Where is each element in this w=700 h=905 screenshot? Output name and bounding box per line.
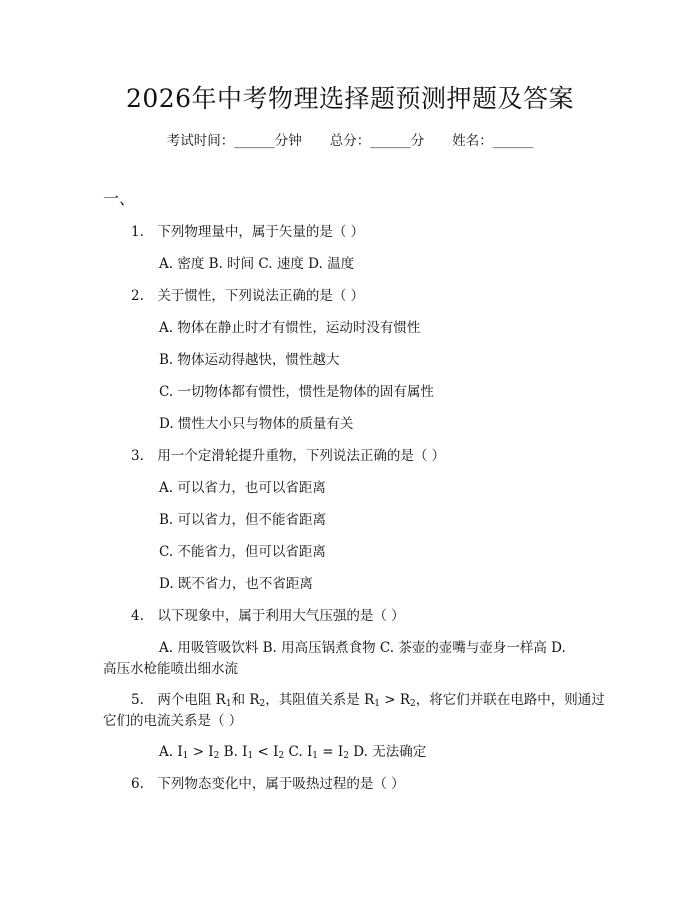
question-3-option-c: C. 不能省力，但可以省距离	[159, 544, 326, 560]
question-3-option-d: D. 既不省力，也不省距离	[159, 576, 313, 592]
question-3-option-a: A. 可以省力，也可以省距离	[159, 480, 326, 496]
question-2: 2. 关于惯性，下列说法正确的是（ ）	[131, 288, 365, 304]
section-heading: 一、	[103, 189, 136, 208]
question-6: 6. 下列物态变化中，属于吸热过程的是（ ）	[131, 776, 405, 792]
question-3: 3. 用一个定滑轮提升重物，下列说法正确的是（ ）	[131, 448, 446, 464]
page-title: 2026年中考物理选择题预测押题及答案	[125, 84, 575, 113]
question-2-option-d: D. 惯性大小只与物体的质量有关	[159, 416, 354, 432]
question-2-option-c: C. 一切物体都有惯性，惯性是物体的固有属性	[159, 384, 434, 400]
question-2-option-b: B. 物体运动得越快，惯性越大	[159, 352, 340, 368]
question-4: 4. 以下现象中，属于利用大气压强的是（ ）	[131, 608, 405, 624]
question-1: 1. 下列物理量中，属于矢量的是（ ）	[131, 224, 365, 240]
question-4-options-line-2: 高压水枪能喷出细水流	[103, 661, 238, 677]
exam-time-field: 考试时间：______分钟	[166, 133, 302, 149]
student-name-field: 姓名：______	[452, 133, 534, 149]
question-2-option-a: A. 物体在静止时才有惯性，运动时没有惯性	[159, 320, 421, 336]
question-3-option-b: B. 可以省力，但不能省距离	[159, 512, 327, 528]
question-5-options: A. $I_1 > I_2$ B. $I_1 < I_2$ C. $I_1 = I_2$ D. 无法确定	[159, 744, 427, 761]
question-4-options-line-1: A. 用吸管吸饮料 B. 用高压锅煮食物 C. 茶壶的壶嘴与壶身一样高 D.	[159, 640, 566, 656]
total-score-field: 总分：______分	[329, 133, 425, 149]
question-1-options: A. 密度 B. 时间 C. 速度 D. 温度	[159, 256, 355, 272]
exam-meta	[0, 131, 700, 151]
question-5-line-2: 它们的电流关系是（ ）	[103, 713, 243, 729]
question-5-line-1: 5. 两个电阻 $R_1$和 $R_2$，其阻值关系是 $R_1 > R_2$，将它们并联在电路中，则通过	[131, 692, 605, 709]
